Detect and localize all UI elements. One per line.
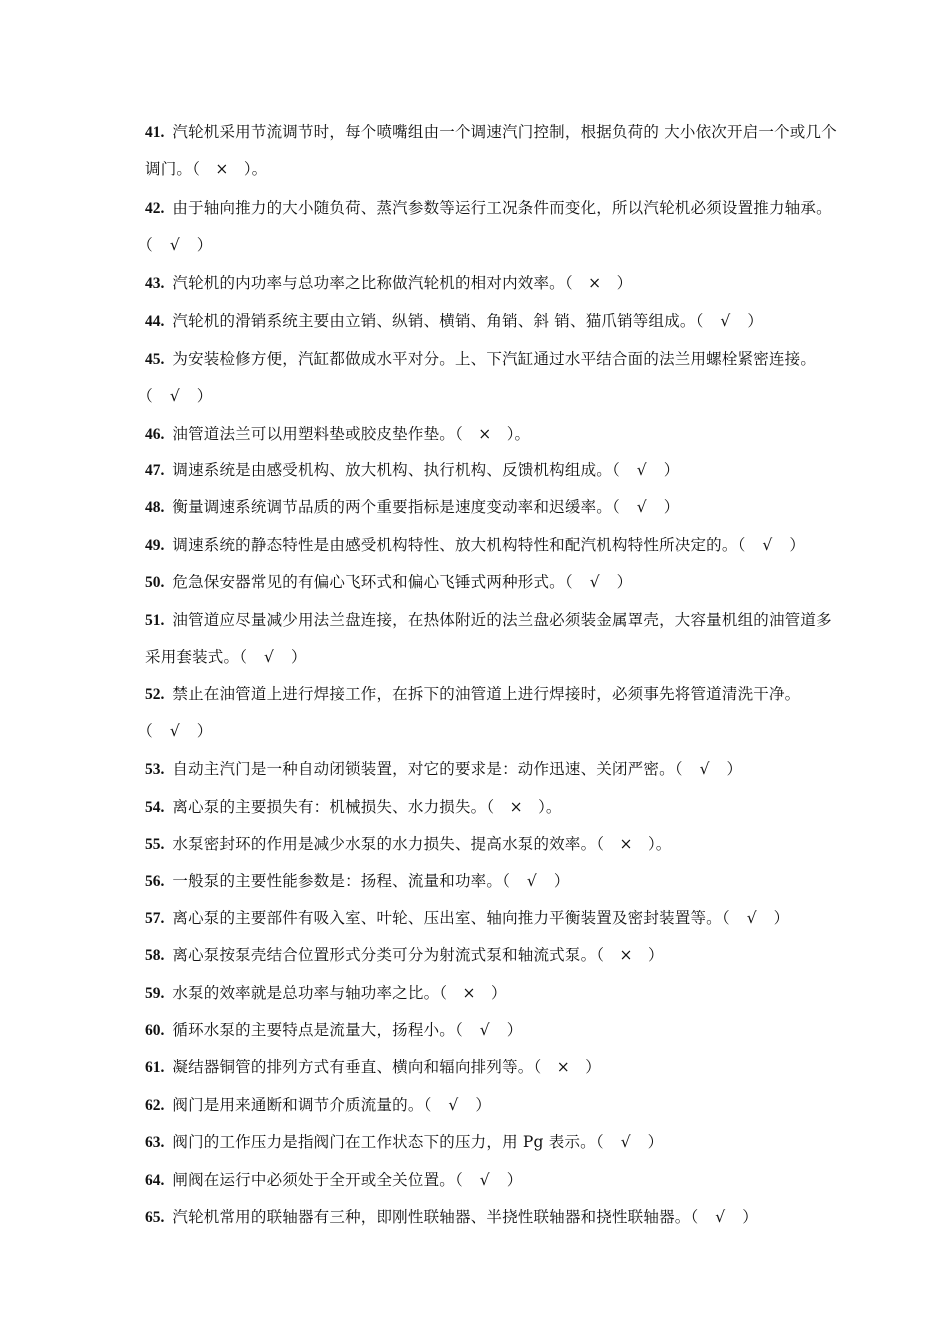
question-number: 54.	[145, 799, 165, 816]
paren-open: （	[721, 909, 730, 927]
paren-close: ）	[647, 1133, 664, 1151]
question-text: 离心泵的主要损失有：机械损失、水力损失。	[172, 798, 487, 816]
question-number: 58.	[145, 947, 165, 964]
question-60	[145, 1012, 845, 1049]
paren-open: （	[502, 872, 510, 890]
question-text: 由于轴向推力的大小随负荷、蒸汽参数等运行工况条件而变化，所以汽轮机必须设置推力轴承。	[172, 199, 832, 217]
paren-open: （	[611, 498, 620, 516]
question-number: 56.	[145, 873, 165, 890]
question-58	[145, 937, 845, 974]
paren-open: （	[239, 648, 247, 666]
paren-open: （	[439, 984, 448, 1002]
question-text: 调速系统是由感受机构、放大机构、执行机构、反馈机构组成。	[172, 461, 612, 479]
paren-open: （	[564, 274, 573, 292]
question-number: 59.	[145, 985, 165, 1002]
paren-close: ）。	[648, 835, 672, 853]
paren-close: ）	[663, 461, 680, 479]
question-57	[145, 900, 845, 937]
question-61	[145, 1049, 845, 1086]
answer-mark: √	[169, 387, 180, 405]
question-54	[145, 789, 845, 826]
question-62	[145, 1087, 845, 1124]
paren-close: ）	[585, 1058, 601, 1076]
question-text: 阀门的工作压力是指阀门在工作状态下的压力，用 Pg 表示。	[172, 1133, 596, 1151]
paren-close: ）	[747, 312, 763, 330]
question-56	[145, 863, 845, 900]
paren-close: ）	[773, 909, 790, 927]
answer-mark: ×	[478, 425, 492, 443]
answer-mark: √	[636, 461, 647, 479]
paren-close: ）	[648, 946, 664, 964]
paren-open: （	[737, 536, 746, 554]
question-text: 汽轮机的内功率与总功率之比称做汽轮机的相对内效率。	[172, 274, 565, 292]
answer-mark: √	[526, 872, 537, 890]
question-text: 衡量调速系统调节品质的两个重要指标是速度变动率和迟缓率。	[172, 498, 612, 516]
paren-open: （	[145, 236, 153, 254]
question-text: 汽轮机采用节流调节时，每个喷嘴组由一个调速汽门控制，根据负荷的 大小依次开启一个或几个调门。	[145, 123, 837, 178]
answer-mark: √	[699, 760, 710, 778]
question-number: 57.	[145, 910, 165, 927]
question-46	[145, 416, 845, 453]
answer-mark: √	[479, 1171, 490, 1189]
question-number: 48.	[145, 499, 165, 516]
question-number: 47.	[145, 462, 165, 479]
question-53	[145, 751, 845, 788]
paren-open: （	[695, 312, 704, 330]
paren-close: ）	[506, 1021, 523, 1039]
question-number: 44.	[145, 313, 165, 330]
paren-close: ）	[726, 760, 743, 778]
paren-open: （	[454, 425, 463, 443]
question-42	[145, 190, 845, 264]
paren-open: （	[564, 573, 573, 591]
paren-close: ）	[290, 648, 307, 666]
question-text: 水泵密封环的作用是减少水泵的水力损失、提高水泵的效率。	[172, 835, 597, 853]
question-number: 42.	[145, 200, 165, 217]
answer-mark: √	[479, 1021, 490, 1039]
paren-close: ）	[663, 498, 680, 516]
question-text: 为安装检修方便，汽缸都做成水平对分。上、下汽缸通过水平结合面的法兰用螺栓紧密连接。	[172, 350, 817, 368]
paren-close: ）。	[243, 160, 268, 178]
paren-close: ）	[616, 573, 633, 591]
paren-close: ）	[196, 236, 213, 254]
question-number: 65.	[145, 1209, 165, 1226]
paren-open: （	[596, 835, 605, 853]
paren-open: （	[596, 946, 605, 964]
question-50	[145, 564, 845, 601]
question-number: 55.	[145, 836, 165, 853]
paren-open: （	[611, 461, 620, 479]
answer-mark: ×	[619, 946, 633, 964]
answer-mark: √	[636, 498, 647, 516]
paren-close: ）	[491, 984, 507, 1002]
question-number: 45.	[145, 351, 165, 368]
answer-mark: √	[746, 909, 757, 927]
paren-open: （	[454, 1021, 463, 1039]
question-text: 危急保安器常见的有偏心飞环式和偏心飞锤式两种形式。	[172, 573, 565, 591]
question-text: 油管道应尽量减少用法兰盘连接，在热体附近的法兰盘必须装金属罩壳，大容量机组的油管道多采用套装式。	[145, 611, 832, 666]
paren-open: （	[423, 1096, 432, 1114]
paren-open: （	[192, 160, 200, 178]
question-text: 禁止在油管道上进行焊接工作，在拆下的油管道上进行焊接时，必须事先将管道清洗干净。	[172, 685, 801, 703]
question-52	[145, 676, 845, 750]
answer-mark: ×	[462, 984, 476, 1002]
answer-mark: √	[169, 236, 180, 254]
question-44	[145, 303, 845, 340]
question-55	[145, 826, 845, 863]
question-text: 闸阀在运行中必须处于全开或全关位置。	[172, 1171, 455, 1189]
paren-close: ）	[616, 274, 633, 292]
paren-open: （	[674, 760, 683, 778]
question-text: 一般泵的主要性能参数是：扬程、流量和功率。	[172, 872, 503, 890]
question-number: 49.	[145, 537, 165, 554]
question-number: 52.	[145, 686, 165, 703]
answer-mark: √	[448, 1096, 459, 1114]
question-text: 汽轮机常用的联轴器有三种，即刚性联轴器、半挠性联轴器和挠性联轴器。	[172, 1208, 691, 1226]
question-text: 凝结器铜管的排列方式有垂直、横向和辐向排列等。	[172, 1058, 534, 1076]
answer-mark: ×	[619, 835, 633, 853]
answer-mark: ×	[588, 274, 602, 292]
question-41	[145, 114, 845, 188]
question-45	[145, 341, 845, 415]
paren-close: ）	[506, 1171, 523, 1189]
paren-open: （	[454, 1171, 463, 1189]
question-text: 离心泵按泵壳结合位置形式分类可分为射流式泵和轴流式泵。	[172, 946, 597, 964]
question-text: 离心泵的主要部件有吸入室、叶轮、压出室、轴向推力平衡装置及密封装置等。	[172, 909, 722, 927]
answer-mark: √	[720, 312, 731, 330]
question-59	[145, 975, 845, 1012]
question-47	[145, 452, 845, 489]
paren-close: ）	[196, 387, 213, 405]
question-51	[145, 602, 845, 676]
question-49	[145, 527, 845, 564]
paren-close: ）	[742, 1208, 758, 1226]
paren-open: （	[533, 1058, 542, 1076]
question-64	[145, 1162, 845, 1199]
question-number: 51.	[145, 612, 165, 629]
answer-mark: ×	[556, 1058, 570, 1076]
question-65	[145, 1199, 845, 1236]
answer-mark: √	[264, 648, 274, 666]
paren-close: ）	[475, 1096, 491, 1114]
answer-mark: √	[715, 1208, 726, 1226]
answer-mark: √	[169, 722, 180, 740]
question-number: 46.	[145, 426, 165, 443]
answer-mark: √	[762, 536, 773, 554]
question-number: 53.	[145, 761, 165, 778]
question-text: 调速系统的静态特性是由感受机构特性、放大机构特性和配汽机构特性所决定的。	[172, 536, 738, 554]
question-text: 阀门是用来通断和调节介质流量的。	[172, 1096, 424, 1114]
question-48	[145, 489, 845, 526]
question-text: 水泵的效率就是总功率与轴功率之比。	[172, 984, 440, 1002]
question-number: 60.	[145, 1022, 165, 1039]
question-text: 循环水泵的主要特点是流量大，扬程小。	[172, 1021, 455, 1039]
question-number: 50.	[145, 574, 165, 591]
answer-mark: √	[589, 573, 600, 591]
question-number: 62.	[145, 1097, 165, 1114]
question-text: 汽轮机的滑销系统主要由立销、纵销、横销、角销、斜 销、猫爪销等组成。	[172, 312, 696, 330]
paren-close: ）	[553, 872, 570, 890]
paren-open: （	[595, 1133, 604, 1151]
question-number: 41.	[145, 124, 165, 141]
question-number: 43.	[145, 275, 165, 292]
question-text: 油管道法兰可以用塑料垫或胶皮垫作垫。	[172, 425, 455, 443]
paren-open: （	[145, 722, 153, 740]
paren-close: ）	[196, 722, 213, 740]
paren-close: ）。	[538, 798, 562, 816]
question-63	[145, 1124, 845, 1161]
question-43	[145, 265, 845, 302]
paren-open: （	[690, 1208, 699, 1226]
question-text: 自动主汽门是一种自动闭锁装置，对它的要求是：动作迅速、关闭严密。	[172, 760, 675, 778]
question-number: 64.	[145, 1172, 165, 1189]
paren-close: ）	[789, 536, 805, 554]
question-number: 63.	[145, 1134, 165, 1151]
paren-open: （	[145, 387, 153, 405]
paren-close: ）。	[506, 425, 531, 443]
answer-mark: ×	[215, 160, 229, 178]
answer-mark: ×	[509, 798, 523, 816]
paren-open: （	[486, 798, 495, 816]
answer-mark: √	[620, 1133, 631, 1151]
question-number: 61.	[145, 1059, 165, 1076]
